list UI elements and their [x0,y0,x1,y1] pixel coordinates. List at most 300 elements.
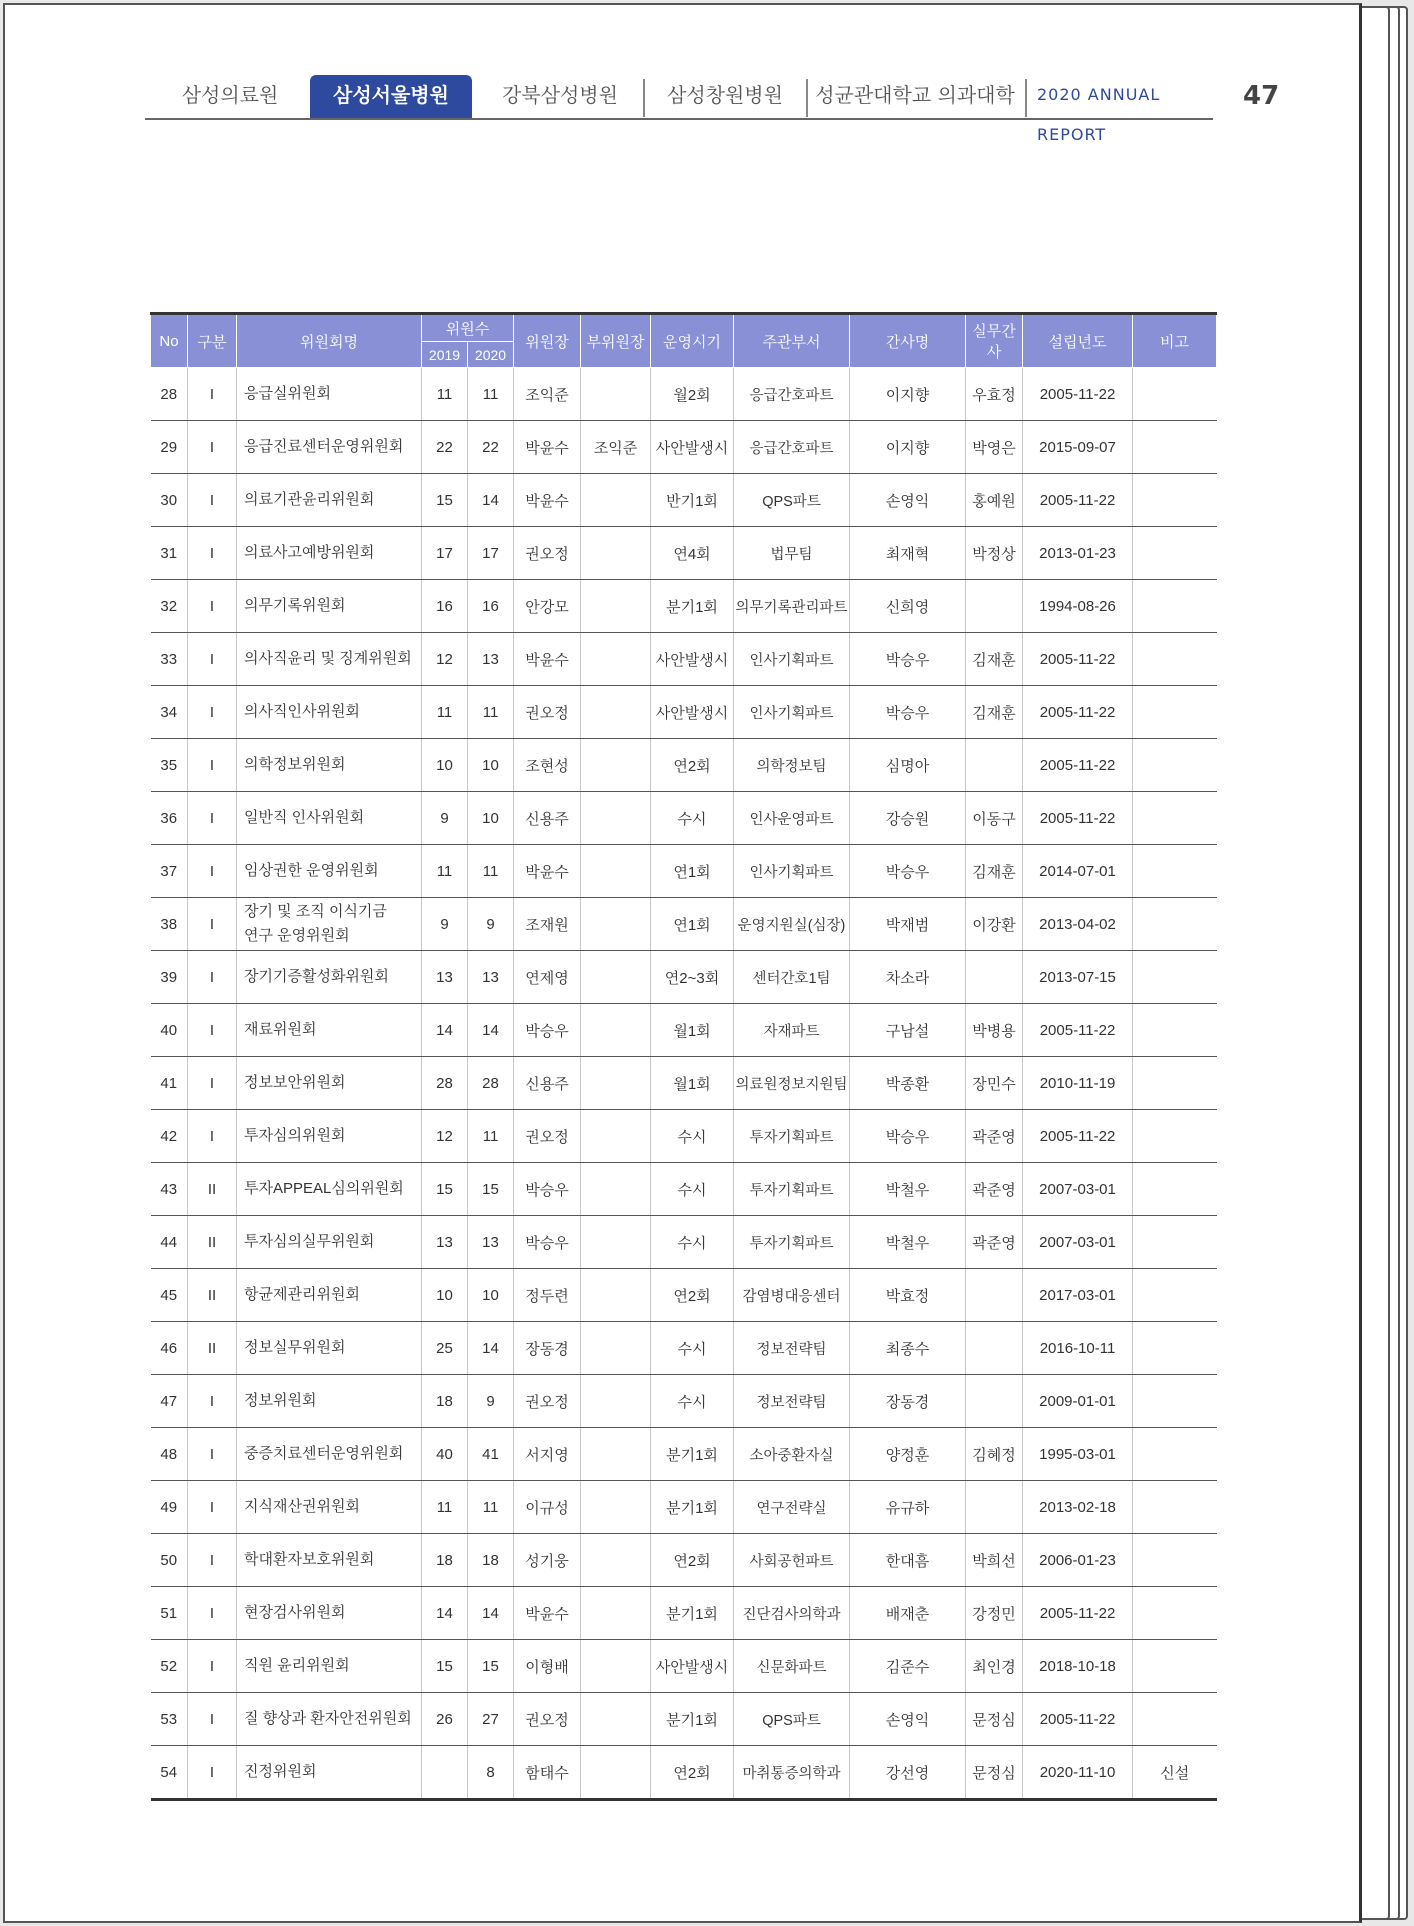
cell-committee-name: 정보보안위원회 [237,1057,422,1110]
cell-members-2019: 25 [422,1322,468,1375]
cell-members-2020: 13 [468,951,514,1004]
cell-committee-name: 정보실무위원회 [237,1322,422,1375]
cell-schedule: 연1회 [651,898,734,951]
cell-note [1133,1375,1217,1428]
cell-note [1133,1269,1217,1322]
cell-committee-name: 응급진료센터운영위원회 [237,421,422,474]
cell-secretary: 한대흠 [850,1534,966,1587]
cell-staff-secretary: 문정심 [966,1746,1023,1800]
cell-chair: 장동경 [514,1322,581,1375]
cell-staff-secretary: 이강환 [966,898,1023,951]
cell-vice-chair [581,686,651,739]
cell-committee-name: 의사직윤리 및 징계위원회 [237,633,422,686]
cell-secretary: 배재춘 [850,1587,966,1640]
cell-department: 투자기획파트 [734,1216,850,1269]
cell-note [1133,421,1217,474]
cell-staff-secretary: 박정상 [966,527,1023,580]
table-row [151,1587,1217,1640]
cell-vice-chair [581,1428,651,1481]
cell-members-2020: 18 [468,1534,514,1587]
cell-note [1133,792,1217,845]
cell-chair: 서지영 [514,1428,581,1481]
cell-note [1133,1216,1217,1269]
cell-staff-secretary: 김재훈 [966,845,1023,898]
cell-secretary: 박철우 [850,1216,966,1269]
cell-note [1133,1640,1217,1693]
cell-schedule: 분기1회 [651,1481,734,1534]
tab-samsung-medical-center[interactable]: 삼성의료원 [181,83,279,107]
cell-founded: 2017-03-01 [1023,1269,1133,1322]
page-number: 47 [1243,81,1280,111]
cell-note [1133,898,1217,951]
header-department: 주관부서 [734,314,850,368]
cell-founded: 2005-11-22 [1023,633,1133,686]
cell-type: I [188,1057,237,1110]
cell-vice-chair [581,951,651,1004]
cell-note [1133,1057,1217,1110]
cell-secretary: 박승우 [850,633,966,686]
cell-chair: 박윤수 [514,1587,581,1640]
header-members: 위원수 [422,314,514,342]
cell-founded: 2005-11-22 [1023,792,1133,845]
cell-vice-chair [581,1375,651,1428]
header-members-2020: 2020 [468,342,514,368]
table-row [151,1746,1217,1800]
cell-department: 응급간호파트 [734,421,850,474]
cell-members-2019: 9 [422,792,468,845]
cell-committee-name: 중증치료센터운영위원회 [237,1428,422,1481]
cell-vice-chair [581,792,651,845]
cell-committee-name: 항균제관리위원회 [237,1269,422,1322]
header-founded: 설립년도 [1023,314,1133,368]
cell-members-2020: 15 [468,1640,514,1693]
cell-committee-name: 장기기증활성화위원회 [237,951,422,1004]
cell-type: I [188,898,237,951]
cell-type: II [188,1322,237,1375]
cell-no: 49 [151,1481,188,1534]
cell-department: 의학정보팀 [734,739,850,792]
cell-schedule: 연4회 [651,527,734,580]
cell-type: I [188,1534,237,1587]
cell-schedule: 연2회 [651,1269,734,1322]
cell-members-2019: 15 [422,474,468,527]
cell-no: 30 [151,474,188,527]
cell-founded: 2006-01-23 [1023,1534,1133,1587]
cell-department: 마취통증의학과 [734,1746,850,1800]
cell-vice-chair [581,633,651,686]
cell-note [1133,845,1217,898]
cell-members-2019: 12 [422,633,468,686]
cell-staff-secretary: 박병용 [966,1004,1023,1057]
cell-members-2020: 9 [468,1375,514,1428]
cell-chair: 정두련 [514,1269,581,1322]
cell-chair: 이형배 [514,1640,581,1693]
cell-members-2019: 15 [422,1640,468,1693]
cell-note [1133,1004,1217,1057]
cell-type: I [188,739,237,792]
cell-members-2020: 11 [468,1110,514,1163]
cell-committee-name: 투자APPEAL심의위원회 [237,1163,422,1216]
cell-note [1133,474,1217,527]
cell-department: 투자기획파트 [734,1163,850,1216]
cell-no: 54 [151,1746,188,1800]
cell-department: QPS파트 [734,1693,850,1746]
cell-schedule: 연2~3회 [651,951,734,1004]
cell-no: 37 [151,845,188,898]
cell-vice-chair [581,368,651,421]
cell-committee-name: 투자심의위원회 [237,1110,422,1163]
cell-chair: 신용주 [514,1057,581,1110]
table-row [151,1375,1217,1428]
cell-committee-name: 지식재산권위원회 [237,1481,422,1534]
cell-members-2020: 22 [468,421,514,474]
cell-schedule: 연1회 [651,845,734,898]
tab-kangbuk-samsung-hospital[interactable]: 강북삼성병원 [502,83,618,107]
cell-members-2020: 13 [468,1216,514,1269]
cell-chair: 성기웅 [514,1534,581,1587]
cell-no: 28 [151,368,188,421]
cell-type: I [188,633,237,686]
tab-samsung-seoul-hospital[interactable]: 삼성서울병원 [310,75,472,119]
cell-department: 연구전략실 [734,1481,850,1534]
cell-secretary: 차소라 [850,951,966,1004]
cell-no: 47 [151,1375,188,1428]
cell-no: 53 [151,1693,188,1746]
cell-department: 진단검사의학과 [734,1587,850,1640]
cell-type: I [188,845,237,898]
cell-chair: 박윤수 [514,845,581,898]
header-committee-name: 위원회명 [237,314,422,368]
cell-type: I [188,368,237,421]
cell-schedule: 사안발생시 [651,633,734,686]
cell-no: 31 [151,527,188,580]
cell-note [1133,686,1217,739]
cell-type: I [188,1004,237,1057]
document-page [3,3,1362,1923]
cell-members-2019: 22 [422,421,468,474]
table-row [151,580,1217,633]
cell-vice-chair [581,527,651,580]
header-vice-chair: 부위원장 [581,314,651,368]
cell-schedule: 연2회 [651,1746,734,1800]
cell-no: 43 [151,1163,188,1216]
cell-no: 40 [151,1004,188,1057]
cell-chair: 이규성 [514,1481,581,1534]
cell-founded: 2005-11-22 [1023,1587,1133,1640]
cell-type: I [188,951,237,1004]
cell-department: 인사기획파트 [734,845,850,898]
cell-members-2019: 12 [422,1110,468,1163]
cell-staff-secretary [966,739,1023,792]
cell-chair: 박윤수 [514,421,581,474]
cell-chair: 권오정 [514,527,581,580]
cell-committee-name: 의무기록위원회 [237,580,422,633]
cell-note [1133,527,1217,580]
cell-department: 센터간호1팀 [734,951,850,1004]
cell-founded: 2018-10-18 [1023,1640,1133,1693]
cell-founded: 2005-11-22 [1023,1004,1133,1057]
cell-committee-name: 질 향상과 환자안전위원회 [237,1693,422,1746]
cell-vice-chair [581,898,651,951]
cell-type: I [188,1428,237,1481]
cell-secretary: 최재혁 [850,527,966,580]
cell-founded: 2005-11-22 [1023,474,1133,527]
cell-vice-chair [581,845,651,898]
cell-schedule: 연2회 [651,739,734,792]
cell-type: I [188,1746,237,1800]
cell-type: I [188,792,237,845]
cell-no: 35 [151,739,188,792]
cell-no: 33 [151,633,188,686]
cell-members-2019: 28 [422,1057,468,1110]
cell-members-2020: 41 [468,1428,514,1481]
cell-members-2019: 40 [422,1428,468,1481]
cell-schedule: 분기1회 [651,1587,734,1640]
header-staff-secretary: 실무간사 [966,314,1023,368]
cell-secretary: 장동경 [850,1375,966,1428]
cell-committee-name: 일반직 인사위원회 [237,792,422,845]
cell-type: II [188,1163,237,1216]
header-secretary: 간사명 [850,314,966,368]
cell-members-2020: 11 [468,845,514,898]
cell-chair: 박윤수 [514,633,581,686]
cell-schedule: 수시 [651,1216,734,1269]
cell-type: I [188,1375,237,1428]
cell-founded: 2005-11-22 [1023,1693,1133,1746]
cell-type: I [188,580,237,633]
cell-staff-secretary: 김혜정 [966,1428,1023,1481]
cell-vice-chair [581,1163,651,1216]
cell-vice-chair [581,1057,651,1110]
cell-staff-secretary [966,1322,1023,1375]
cell-founded: 2010-11-19 [1023,1057,1133,1110]
cell-members-2019 [422,1746,468,1800]
cell-schedule: 수시 [651,792,734,845]
cell-department: 운영지원실(심장) [734,898,850,951]
committee-table [150,312,1217,1801]
cell-founded: 2007-03-01 [1023,1216,1133,1269]
cell-type: II [188,1269,237,1322]
cell-staff-secretary: 이동구 [966,792,1023,845]
tab-samsung-changwon-hospital[interactable]: 삼성창원병원 [667,83,783,107]
cell-secretary: 손영익 [850,474,966,527]
cell-committee-name: 진정위원회 [237,1746,422,1800]
table-row [151,739,1217,792]
cell-members-2019: 14 [422,1587,468,1640]
cell-founded: 2013-01-23 [1023,527,1133,580]
cell-staff-secretary: 홍예원 [966,474,1023,527]
cell-members-2020: 13 [468,633,514,686]
cell-staff-secretary: 문정심 [966,1693,1023,1746]
table-row [151,1163,1217,1216]
tab-skku-medical-school[interactable]: 성균관대학교 의과대학 [815,83,1015,107]
cell-founded: 2014-07-01 [1023,845,1133,898]
cell-no: 41 [151,1057,188,1110]
cell-members-2020: 11 [468,686,514,739]
cell-note [1133,951,1217,1004]
table-row [151,1534,1217,1587]
cell-members-2019: 13 [422,1216,468,1269]
cell-committee-name: 의료사고예방위원회 [237,527,422,580]
cell-committee-name: 직원 윤리위원회 [237,1640,422,1693]
cell-type: I [188,1693,237,1746]
cell-schedule: 분기1회 [651,1693,734,1746]
annual-report-label: 2020 ANNUAL REPORT [1037,85,1161,144]
cell-no: 52 [151,1640,188,1693]
cell-vice-chair [581,1587,651,1640]
table-row [151,686,1217,739]
cell-secretary: 박종환 [850,1057,966,1110]
cell-members-2019: 11 [422,686,468,739]
cell-chair: 조현성 [514,739,581,792]
cell-schedule: 사안발생시 [651,686,734,739]
cell-staff-secretary [966,1375,1023,1428]
table-row [151,633,1217,686]
cell-type: I [188,527,237,580]
cell-department: 법무팀 [734,527,850,580]
cell-vice-chair [581,739,651,792]
cell-founded: 2007-03-01 [1023,1163,1133,1216]
cell-no: 36 [151,792,188,845]
cell-type: I [188,474,237,527]
table-row [151,1216,1217,1269]
cell-chair: 박승우 [514,1004,581,1057]
cell-type: I [188,1481,237,1534]
cell-schedule: 수시 [651,1110,734,1163]
cell-department: 정보전략팀 [734,1322,850,1375]
cell-secretary: 김준수 [850,1640,966,1693]
header-chair: 위원장 [514,314,581,368]
cell-no: 39 [151,951,188,1004]
table-row [151,951,1217,1004]
cell-staff-secretary: 강정민 [966,1587,1023,1640]
cell-founded: 1995-03-01 [1023,1428,1133,1481]
cell-vice-chair [581,1693,651,1746]
header-members-2019: 2019 [422,342,468,368]
cell-secretary: 박재범 [850,898,966,951]
cell-department: 의무기록관리파트 [734,580,850,633]
table-row [151,368,1217,421]
cell-note [1133,1428,1217,1481]
cell-members-2019: 15 [422,1163,468,1216]
cell-committee-name: 재료위원회 [237,1004,422,1057]
cell-chair: 권오정 [514,1375,581,1428]
cell-chair: 조익준 [514,368,581,421]
table-row [151,1269,1217,1322]
cell-vice-chair [581,1534,651,1587]
cell-members-2020: 16 [468,580,514,633]
cell-secretary: 박승우 [850,845,966,898]
cell-department: 의료원정보지원팀 [734,1057,850,1110]
cell-no: 38 [151,898,188,951]
cell-note [1133,1163,1217,1216]
cell-staff-secretary: 김재훈 [966,686,1023,739]
cell-secretary: 손영익 [850,1693,966,1746]
table-row [151,898,1217,951]
cell-members-2019: 9 [422,898,468,951]
cell-committee-name: 장기 및 조직 이식기금 연구 운영위원회 [237,898,422,951]
cell-type: I [188,686,237,739]
cell-members-2020: 9 [468,898,514,951]
cell-staff-secretary [966,1481,1023,1534]
cell-chair: 함태수 [514,1746,581,1800]
cell-committee-name: 응급실위원회 [237,368,422,421]
cell-staff-secretary: 박희선 [966,1534,1023,1587]
cell-members-2019: 11 [422,845,468,898]
cell-department: 신문화파트 [734,1640,850,1693]
cell-vice-chair [581,1110,651,1163]
cell-schedule: 수시 [651,1163,734,1216]
cell-chair: 연제영 [514,951,581,1004]
cell-founded: 2013-07-15 [1023,951,1133,1004]
cell-vice-chair [581,1004,651,1057]
cell-schedule: 반기1회 [651,474,734,527]
cell-schedule: 분기1회 [651,1428,734,1481]
cell-members-2019: 10 [422,1269,468,1322]
cell-secretary: 신희영 [850,580,966,633]
cell-no: 34 [151,686,188,739]
cell-members-2020: 15 [468,1163,514,1216]
header-schedule: 운영시기 [651,314,734,368]
cell-department: 인사기획파트 [734,633,850,686]
table-row [151,1004,1217,1057]
nav-underline [145,118,1213,120]
cell-no: 46 [151,1322,188,1375]
cell-type: I [188,1110,237,1163]
cell-secretary: 이지향 [850,421,966,474]
header-type: 구분 [188,314,237,368]
cell-secretary: 박승우 [850,1110,966,1163]
cell-note [1133,633,1217,686]
cell-secretary: 최종수 [850,1322,966,1375]
cell-founded: 2013-02-18 [1023,1481,1133,1534]
cell-founded: 2013-04-02 [1023,898,1133,951]
table-row [151,1428,1217,1481]
cell-secretary: 이지향 [850,368,966,421]
cell-vice-chair [581,1322,651,1375]
cell-staff-secretary: 박영은 [966,421,1023,474]
cell-members-2019: 17 [422,527,468,580]
cell-no: 29 [151,421,188,474]
cell-founded: 2015-09-07 [1023,421,1133,474]
cell-chair: 권오정 [514,1693,581,1746]
cell-committee-name: 정보위원회 [237,1375,422,1428]
cell-no: 48 [151,1428,188,1481]
cell-founded: 2016-10-11 [1023,1322,1133,1375]
cell-department: 투자기획파트 [734,1110,850,1163]
cell-secretary: 강승원 [850,792,966,845]
tab-divider [806,79,808,117]
cell-type: II [188,1216,237,1269]
cell-staff-secretary: 곽준영 [966,1163,1023,1216]
cell-department: 소아중환자실 [734,1428,850,1481]
cell-members-2019: 18 [422,1534,468,1587]
cell-members-2020: 14 [468,1004,514,1057]
cell-founded: 1994-08-26 [1023,580,1133,633]
cell-note: 신설 [1133,1746,1217,1800]
table-row [151,792,1217,845]
cell-schedule: 사안발생시 [651,1640,734,1693]
cell-members-2019: 16 [422,580,468,633]
cell-members-2019: 11 [422,1481,468,1534]
cell-founded: 2020-11-10 [1023,1746,1133,1800]
cell-schedule: 월1회 [651,1004,734,1057]
cell-chair: 안강모 [514,580,581,633]
header-note: 비고 [1133,314,1217,368]
cell-note [1133,368,1217,421]
cell-schedule: 연2회 [651,1534,734,1587]
cell-department: 사회공헌파트 [734,1534,850,1587]
